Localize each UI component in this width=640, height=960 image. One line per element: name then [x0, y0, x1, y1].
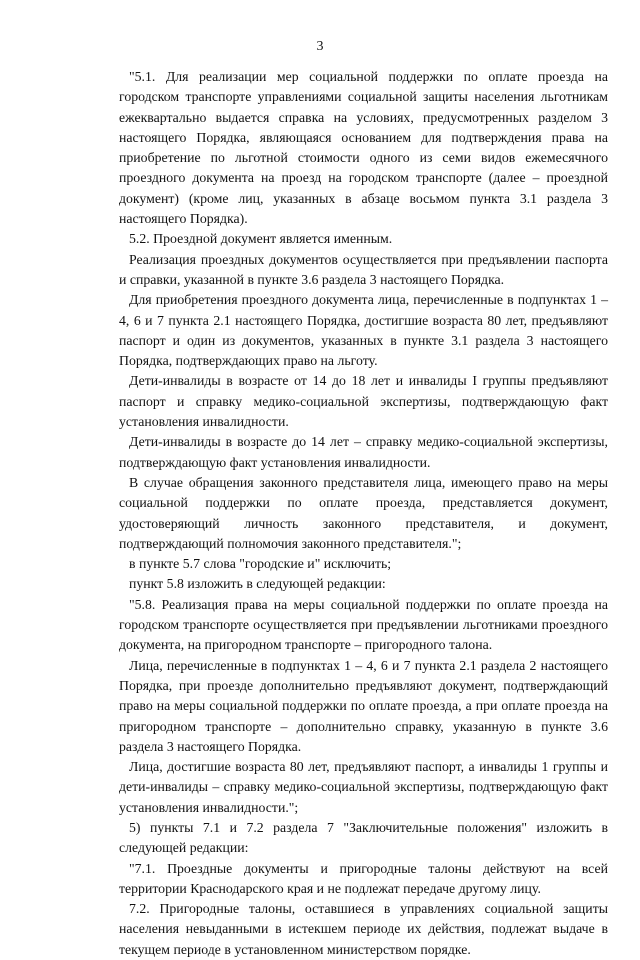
paragraph-5-2: 5.2. Проездной документ является именным. [129, 231, 393, 247]
paragraph-realization: Реализация проездных документов осуществляется при предъявлении паспорта и справки, указанной в пункте 3.6 раздела 3 настоящего Порядка. [119, 251, 608, 287]
paragraph-5-8-intro: пункт 5.8 изложить в следующей редакции: [129, 576, 386, 592]
document-body [119, 67, 608, 960]
paragraph-acquisition: Для приобретения проездного документа лица, перечисленные в подпунктах 1 – 4, 6 и 7 пункта 2.1 настоящего Порядка, достигшие возраста 80 лет, предъявляют паспорт и один из документов, указанных в пункте 3.1 раздела 3 настоящего Порядка, подтверждающих право на льготу. [119, 292, 608, 369]
paragraph-item-5: 5) пункты 7.1 и 7.2 раздела 7 "Заключительные положения" изложить в следующей редакции: [119, 819, 608, 856]
paragraph-5-1: "5.1. Для реализации мер социальной поддержки по оплате проезда на городском транспорте управлениями социальной защиты населения льготникам ежеквартально выдается справка на условиях, предусмотренных разделом 3 настоящего Порядка, являющаяся основанием для подтверждения права на приобретение по льготной стоимости одного из семи видов ежемесячного проездного документа на проезд на городском транспорте (далее – проездной документ) (кроме лиц, указанных в абзаце восьмом пункта 3.1 раздела 3 настоящего Порядка). [119, 69, 608, 227]
paragraph-5-8-age-80: Лица, достигшие возраста 80 лет, предъявляют паспорт, а инвалиды 1 группы и дети-инвалиды – справку медико-социальной экспертизы, подтверждающую факт установления инвалидности."; [119, 759, 608, 815]
paragraph-children-under-14: Дети-инвалиды в возрасте до 14 лет – справку медико-социальной экспертизы, подтверждающую факт установления инвалидности. [119, 434, 608, 470]
paragraph-7-1: "7.1. Проездные документы и пригородные талоны действуют на всей территории Краснодарского края и не подлежат передаче другому лицу. [119, 860, 608, 896]
paragraph-5-8: "5.8. Реализация права на меры социальной поддержки по оплате проезда на городском транспорте осуществляется при предъявлении льготниками проездного документа, на пригородном транспорте – пригородного талона. [119, 596, 608, 653]
page-number: 3 [316, 39, 324, 54]
paragraph-5-7-amendment: в пункте 5.7 слова "городские и" исключить; [129, 556, 392, 572]
paragraph-children-14-18: Дети-инвалиды в возрасте от 14 до 18 лет и инвалиды I группы предъявляют паспорт и справку медико-социальной экспертизы, подтверждающую факт установления инвалидности. [119, 373, 608, 430]
paragraph-7-2: 7.2. Пригородные талоны, оставшиеся в управлениях социальной защиты населения невыданными в истекшем периоде их действия, подлежат выдаче в текущем периоде в установленном министерством порядке. [119, 901, 608, 957]
paragraph-legal-representative: В случае обращения законного представителя лица, имеющего право на меры социальной поддержки по оплате проезда, представляется документ, удостоверяющий личность законного представителя, и документ, подтверждающий полномочия законного представителя."; [119, 474, 608, 551]
paragraph-5-8-persons: Лица, перечисленные в подпунктах 1 – 4, 6 и 7 пункта 2.1 раздела 2 настоящего Порядка, при проезде дополнительно предъявляют документ, подтверждающий право на меры социальной поддержки по оплате проезда, а при оплате проезда на пригородном транспорте – дополнительно справку, указанную в пункте 3.6 раздела 3 настоящего Порядка. [119, 657, 608, 754]
